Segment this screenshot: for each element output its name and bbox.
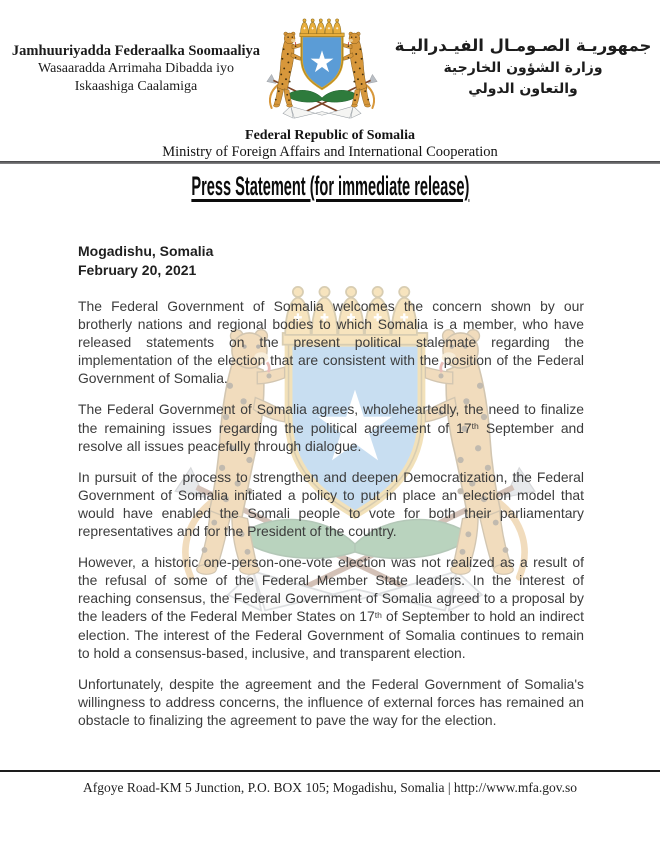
somali-country-name: Jamhuuriyadda Federaalka Soomaaliya: [11, 43, 261, 59]
english-country-name: Federal Republic of Somalia: [245, 128, 415, 143]
body-paragraphs: [78, 297, 584, 742]
dateline-date: February 20, 2021: [78, 262, 197, 278]
header-somali-block: [8, 42, 264, 95]
body-paragraph: However, a historic one-person-one-vote election was not realized as a result of the refusal of some of the Federal Member State leaders. In the interest of reaching consensus, the Federal Government of Somalia agreed to a proposal by the leaders of the Federal Member States on 17th of September to hold an indirect election. The interest of the Federal Government of Somalia continues to remain to hold a consensus-based, inclusive, and transparent election.: [78, 554, 584, 661]
body-paragraph: In pursuit of the process to strengthen and deepen Democratization, the Federal Government of Somalia initiated a policy to put in place an election model that would have enabled the Somali people to vote for both their parliamentary representatives and for the President of the country.: [78, 468, 584, 540]
body-paragraph: The Federal Government of Somalia agrees, wholeheartedly, the need to finalize the remaining issues regarding the political agreement of 17th September and resolve all issues peacefully through dialogue.: [78, 401, 584, 454]
header-arabic-block: [392, 34, 654, 100]
arabic-ministry-line2: والتعاون الدولي: [468, 81, 578, 97]
somali-ministry-line2: Iskaashiga Caalamiga: [74, 78, 198, 94]
document-title: Press Statement (for immediate release): [191, 171, 469, 201]
arabic-ministry-line1: وزارة الشؤون الخارجية: [443, 60, 603, 76]
somalia-coat-of-arms-icon: [256, 11, 388, 133]
dateline-city: Mogadishu, Somalia: [78, 243, 214, 259]
english-ministry-name: Ministry of Foreign Affairs and International Cooperation: [162, 144, 498, 160]
document-title-wrap: [0, 171, 660, 202]
dateline: [78, 242, 478, 280]
arabic-country-name: جمهوريـة الصـومـال الفيـدراليـة: [394, 36, 652, 55]
footer-divider: [0, 770, 660, 772]
body-paragraph: The Federal Government of Somalia welcomes the concern shown by our brotherly nations and regional bodies to which Somalia is a member, who have released statements on the present political stalemate regarding the implementation of the election that are consistent with the position of the Federal Government of Somalia.: [78, 298, 584, 387]
body-paragraph: Unfortunately, despite the agreement and the Federal Government of Somalia's willingness to address concerns, the influence of external forces has remained an obstacle to finalizing the agreement to pave the way for the election.: [78, 675, 584, 728]
somali-ministry-line1: Wasaaradda Arrimaha Dibadda iyo: [38, 61, 234, 76]
header-divider: [0, 161, 660, 164]
footer-address: Afgoye Road-KM 5 Junction, P.O. BOX 105; Mogadishu, Somalia | http://www.mfa.gov.so: [82, 780, 578, 795]
